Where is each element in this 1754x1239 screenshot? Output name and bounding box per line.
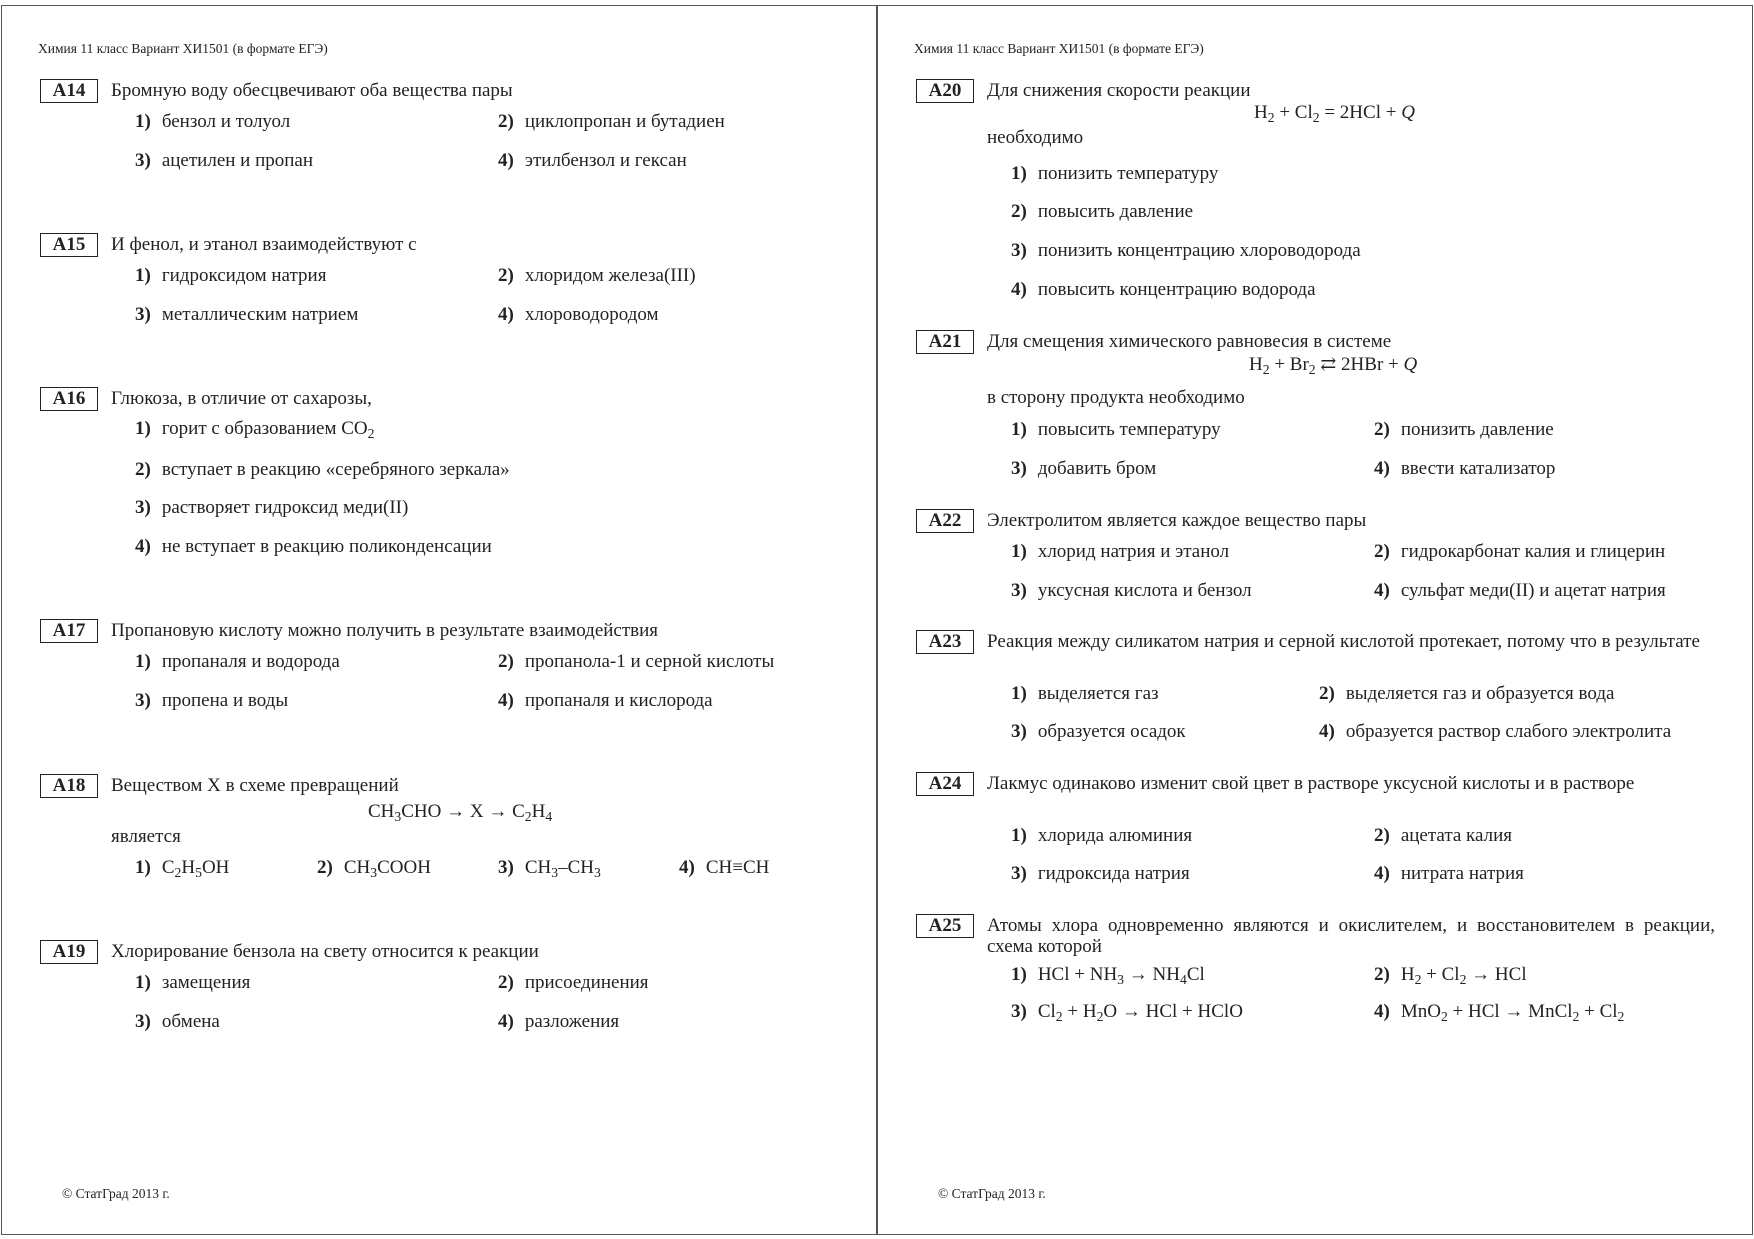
option-4[interactable]: 4) повысить концентрацию водорода: [1011, 279, 1316, 300]
page-footer: © СтатГрад 2013 г.: [938, 1186, 1046, 1201]
option-4[interactable]: 4) сульфат меди(II) и ацетат натрия: [1374, 580, 1666, 601]
option-1[interactable]: 1) пропаналя и водорода: [135, 651, 340, 672]
question-text: И фенол, и этанол взаимодействуют с: [111, 234, 417, 255]
reaction-equation: $H_2 + Cl_2 = 2HCl + Q$: [1254, 102, 1415, 126]
page-right: [877, 5, 1753, 1235]
option-3[interactable]: 3) металлическим натрием: [135, 304, 359, 325]
option-3[interactable]: 3) понизить концентрацию хлороводорода: [1011, 240, 1361, 261]
conversion-scheme: $CH_3CHO \to X \to C_2H_4$: [368, 801, 553, 825]
option-4[interactable]: 4) разложения: [498, 1011, 620, 1032]
option-2[interactable]: 2) выделяется газ и образуется вода: [1319, 683, 1615, 704]
option-2[interactable]: 2) понизить давление: [1374, 419, 1554, 440]
option-3[interactable]: 3) пропена и воды: [135, 690, 289, 711]
option-2[interactable]: 2) гидрокарбонат калия и глицерин: [1374, 541, 1666, 562]
question-number: А14: [40, 79, 98, 103]
question-text: Реакция между силикатом натрия и серной кислотой протекает, потому что в результате: [987, 631, 1700, 652]
option-3[interactable]: 3) ацетилен и пропан: [135, 150, 314, 171]
option-3[interactable]: 3) обмена: [135, 1011, 220, 1032]
question-text: Веществом X в схеме превращений: [111, 775, 399, 796]
option-1[interactable]: 1) выделяется газ: [1011, 683, 1159, 704]
question-number: А19: [40, 940, 98, 964]
question-continuation: является: [111, 826, 181, 847]
option-4[interactable]: 4) ввести катализатор: [1374, 458, 1556, 479]
option-2[interactable]: 2) повысить давление: [1011, 201, 1194, 222]
question-text: Электролитом является каждое вещество пары: [987, 510, 1367, 531]
option-3[interactable]: 3) $CH_3-CH_3$: [498, 857, 601, 881]
question-number: А25: [916, 914, 974, 938]
question-number: А16: [40, 387, 98, 411]
option-3[interactable]: 3) образуется осадок: [1011, 721, 1186, 742]
question-continuation: необходимо: [987, 127, 1084, 148]
option-4[interactable]: 4) не вступает в реакцию поликонденсации: [135, 536, 492, 557]
question-number: А22: [916, 509, 974, 533]
option-1[interactable]: 1) горит с образованием $CO_2$: [135, 418, 375, 442]
page-header: Химия 11 класс Вариант ХИ1501 (в формате ЕГЭ): [914, 41, 1204, 56]
question-text: Бромную воду обесцвечивают оба вещества пары: [111, 80, 513, 101]
option-2[interactable]: 2) $CH_3COOH$: [317, 857, 431, 881]
page-header: Химия 11 класс Вариант ХИ1501 (в формате ЕГЭ): [38, 41, 328, 56]
option-3[interactable]: 3) уксусная кислота и бензол: [1011, 580, 1252, 601]
page-footer: © СтатГрад 2013 г.: [62, 1186, 170, 1201]
question-text: Пропановую кислоту можно получить в результате взаимодействия: [111, 620, 659, 641]
question-text: Глюкоза, в отличие от сахарозы,: [111, 388, 372, 409]
option-2[interactable]: 2) $H_2 + Cl_2$ → HCl: [1374, 964, 1527, 988]
question-number: А17: [40, 619, 98, 643]
question-text: Для снижения скорости реакции: [987, 80, 1251, 101]
option-2[interactable]: 2) хлоридом железа(III): [498, 265, 696, 286]
option-1[interactable]: 1) гидроксидом натрия: [135, 265, 327, 286]
option-3[interactable]: 3) $Cl_2 + H_2O$ → HCl + HClO: [1011, 1001, 1243, 1025]
option-2[interactable]: 2) циклопропан и бутадиен: [498, 111, 725, 132]
question-text: Лакмус одинаково изменит свой цвет в растворе уксусной кислоты и в растворе: [987, 773, 1635, 794]
page-left: [1, 5, 877, 1235]
option-3[interactable]: 3) гидроксида натрия: [1011, 863, 1190, 884]
question-number: А15: [40, 233, 98, 257]
option-4[interactable]: 4) этилбензол и гексан: [498, 150, 687, 171]
option-4[interactable]: 4) образуется раствор слабого электролита: [1319, 721, 1672, 742]
option-1[interactable]: 1) $C_2H_5OH$: [135, 857, 230, 881]
option-2[interactable]: 2) ацетата калия: [1374, 825, 1512, 846]
question-text: Хлорирование бензола на свету относится к реакции: [111, 941, 539, 962]
option-3[interactable]: 3) добавить бром: [1011, 458, 1157, 479]
option-3[interactable]: 3) растворяет гидроксид меди(II): [135, 497, 409, 518]
question-number: А18: [40, 774, 98, 798]
option-1[interactable]: 1) HCl + $NH_3 \to NH_4Cl$: [1011, 964, 1205, 988]
option-1[interactable]: 1) бензол и толуол: [135, 111, 291, 132]
option-4[interactable]: 4) хлороводородом: [498, 304, 659, 325]
question-number: А21: [916, 330, 974, 354]
question-number: А24: [916, 772, 974, 796]
option-1[interactable]: 1) хлорид натрия и этанол: [1011, 541, 1230, 562]
option-1[interactable]: 1) повысить температуру: [1011, 419, 1221, 440]
option-2[interactable]: 2) пропанола-1 и серной кислоты: [498, 651, 775, 672]
question-text: Атомы хлора одновременно являются и окислителем, и восстановителем в реакции, схема которой: [987, 915, 1715, 957]
option-1[interactable]: 1) замещения: [135, 972, 251, 993]
option-4[interactable]: 4) нитрата натрия: [1374, 863, 1524, 884]
option-2[interactable]: 2) присоединения: [498, 972, 649, 993]
question-number: А23: [916, 630, 974, 654]
option-1[interactable]: 1) понизить температуру: [1011, 163, 1219, 184]
question-continuation: в сторону продукта необходимо: [987, 387, 1245, 408]
option-4[interactable]: 4) MnO$_2$ + HCl → MnCl$_2$ + $Cl_2$: [1374, 1001, 1625, 1025]
option-4[interactable]: 4) пропаналя и кислорода: [498, 690, 713, 711]
question-number: А20: [916, 79, 974, 103]
question-text: Для смещения химического равновесия в системе: [987, 331, 1392, 352]
option-1[interactable]: 1) хлорида алюминия: [1011, 825, 1193, 846]
option-2[interactable]: 2) вступает в реакцию «серебряного зеркала»: [135, 459, 510, 480]
equilibrium-equation: $H_2 + Br_2$ ⇄ 2HBr + Q: [1249, 354, 1418, 378]
option-4[interactable]: 4) CH≡CH: [679, 857, 770, 878]
